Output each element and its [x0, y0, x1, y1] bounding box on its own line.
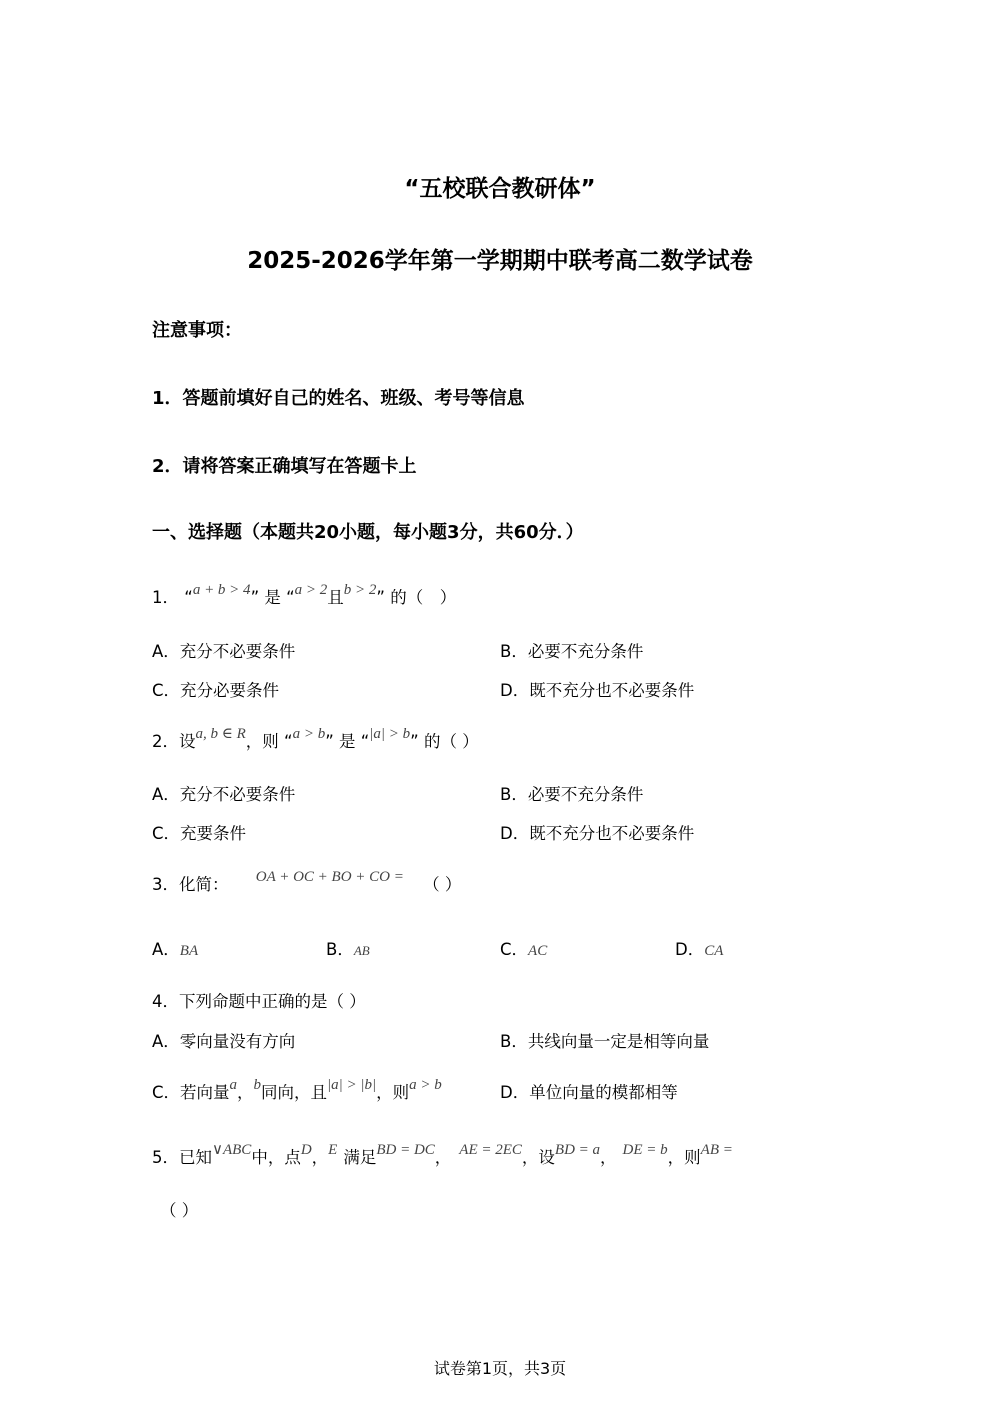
math-expr: BD = DC — [376, 1142, 435, 1158]
math-expr: b — [253, 1077, 262, 1093]
math-expr: a + b > 4 — [192, 582, 251, 598]
option-b: B．必要不充分条件 — [500, 642, 644, 661]
question-1-stem — [152, 584, 456, 608]
math-expr: AC — [528, 943, 548, 959]
math-expr: |a| > |b| — [327, 1077, 377, 1093]
stem-text: （ ） — [423, 875, 462, 894]
option-c: C．充要条件 — [152, 824, 247, 843]
option-text: 同向，且 — [261, 1083, 328, 1102]
stem-text: ” 的（ ） — [410, 732, 479, 751]
option-c: C．充分必要条件 — [152, 681, 280, 700]
option-b — [326, 936, 370, 960]
math-expr: BA — [179, 943, 199, 959]
math-expr: BD = a — [554, 1142, 601, 1158]
stem-text: ” 是 “ — [250, 588, 295, 607]
option-a: A．充分不必要条件 — [152, 642, 296, 661]
math-expr: a — [229, 1077, 238, 1093]
math-expr: b > 2 — [343, 582, 377, 598]
notes-item-1: 1．答题前填好自己的姓名、班级、考号等信息 — [152, 388, 525, 409]
option-label: C． — [500, 940, 529, 959]
option-label: B． — [326, 940, 354, 959]
option-text: ， — [237, 1083, 254, 1102]
option-d — [675, 936, 723, 960]
math-expr: E — [328, 1142, 338, 1158]
math-expr: AB = — [700, 1142, 733, 1158]
option-d: D．单位向量的模都相等 — [500, 1083, 678, 1102]
stem-text: 3．化简： — [152, 875, 229, 894]
option-label: D． — [675, 940, 705, 959]
math-expr: DE = b — [622, 1142, 668, 1158]
stem-text: ，则 “ — [245, 732, 293, 751]
math-expr: AE = 2EC — [459, 1142, 522, 1158]
question-number: 1． — [152, 588, 179, 607]
option-label: A． — [152, 940, 180, 959]
exam-title-line2: 2025-2026学年第一学期期中联考高二数学试卷 — [247, 248, 753, 274]
stem-text: 满足 — [343, 1148, 377, 1167]
stem-text: 且 — [327, 588, 344, 607]
option-b: B．必要不充分条件 — [500, 785, 644, 804]
stem-text: 2．设 — [152, 732, 196, 751]
stem-text: ” 是 “ — [325, 732, 370, 751]
stem-text: ， — [600, 1148, 617, 1167]
stem-text: ” 的（ ） — [376, 588, 457, 607]
math-expr: ∨ABC — [212, 1142, 252, 1158]
option-text: ，则 — [376, 1083, 410, 1102]
stem-text: ，设 — [521, 1148, 555, 1167]
stem-text: ，则 — [667, 1148, 701, 1167]
stem-text: 5．已知 — [152, 1148, 212, 1167]
stem-text: ， — [311, 1148, 329, 1167]
stem-text: ， — [434, 1148, 452, 1167]
exam-title-line1: “五校联合教研体” — [404, 176, 596, 202]
question-4-stem: 4．下列命题中正确的是（ ） — [152, 992, 366, 1011]
math-expr: CA — [704, 943, 724, 959]
option-a: A．充分不必要条件 — [152, 785, 296, 804]
option-d: D．既不充分也不必要条件 — [500, 824, 695, 843]
question-2-stem — [152, 728, 479, 752]
option-d: D．既不充分也不必要条件 — [500, 681, 695, 700]
option-a: A．零向量没有方向 — [152, 1032, 296, 1051]
math-expr: a, b ∈ R — [195, 726, 246, 742]
math-expr: |a| > b — [369, 726, 411, 742]
math-expr: AB — [353, 943, 370, 958]
answer-parentheses: （ ） — [160, 1201, 199, 1220]
option-b: B．共线向量一定是相等向量 — [500, 1032, 710, 1051]
page-footer: 试卷第1页，共3页 — [433, 1359, 567, 1378]
math-expr: a > 2 — [294, 582, 328, 598]
notes-item-2: 2．请将答案正确填写在答题卡上 — [152, 456, 417, 477]
math-expr: a > b — [409, 1077, 442, 1093]
math-expr: a > b — [292, 726, 326, 742]
option-text: C．若向量 — [152, 1083, 230, 1102]
stem-text: 中，点 — [251, 1148, 301, 1167]
math-expr: OA + OC + BO + CO = — [255, 869, 404, 885]
section-heading-choice: 一、选择题（本题共20小题，每小题3分，共60分．） — [152, 522, 584, 543]
notes-heading: 注意事项： — [152, 320, 242, 341]
question-3-stem — [152, 871, 461, 895]
question-5-stem — [152, 1144, 733, 1168]
option-a — [152, 936, 198, 960]
option-c — [152, 1079, 442, 1103]
math-expr: D — [300, 1142, 312, 1158]
option-c — [500, 936, 547, 960]
stem-text: “ — [184, 588, 193, 607]
